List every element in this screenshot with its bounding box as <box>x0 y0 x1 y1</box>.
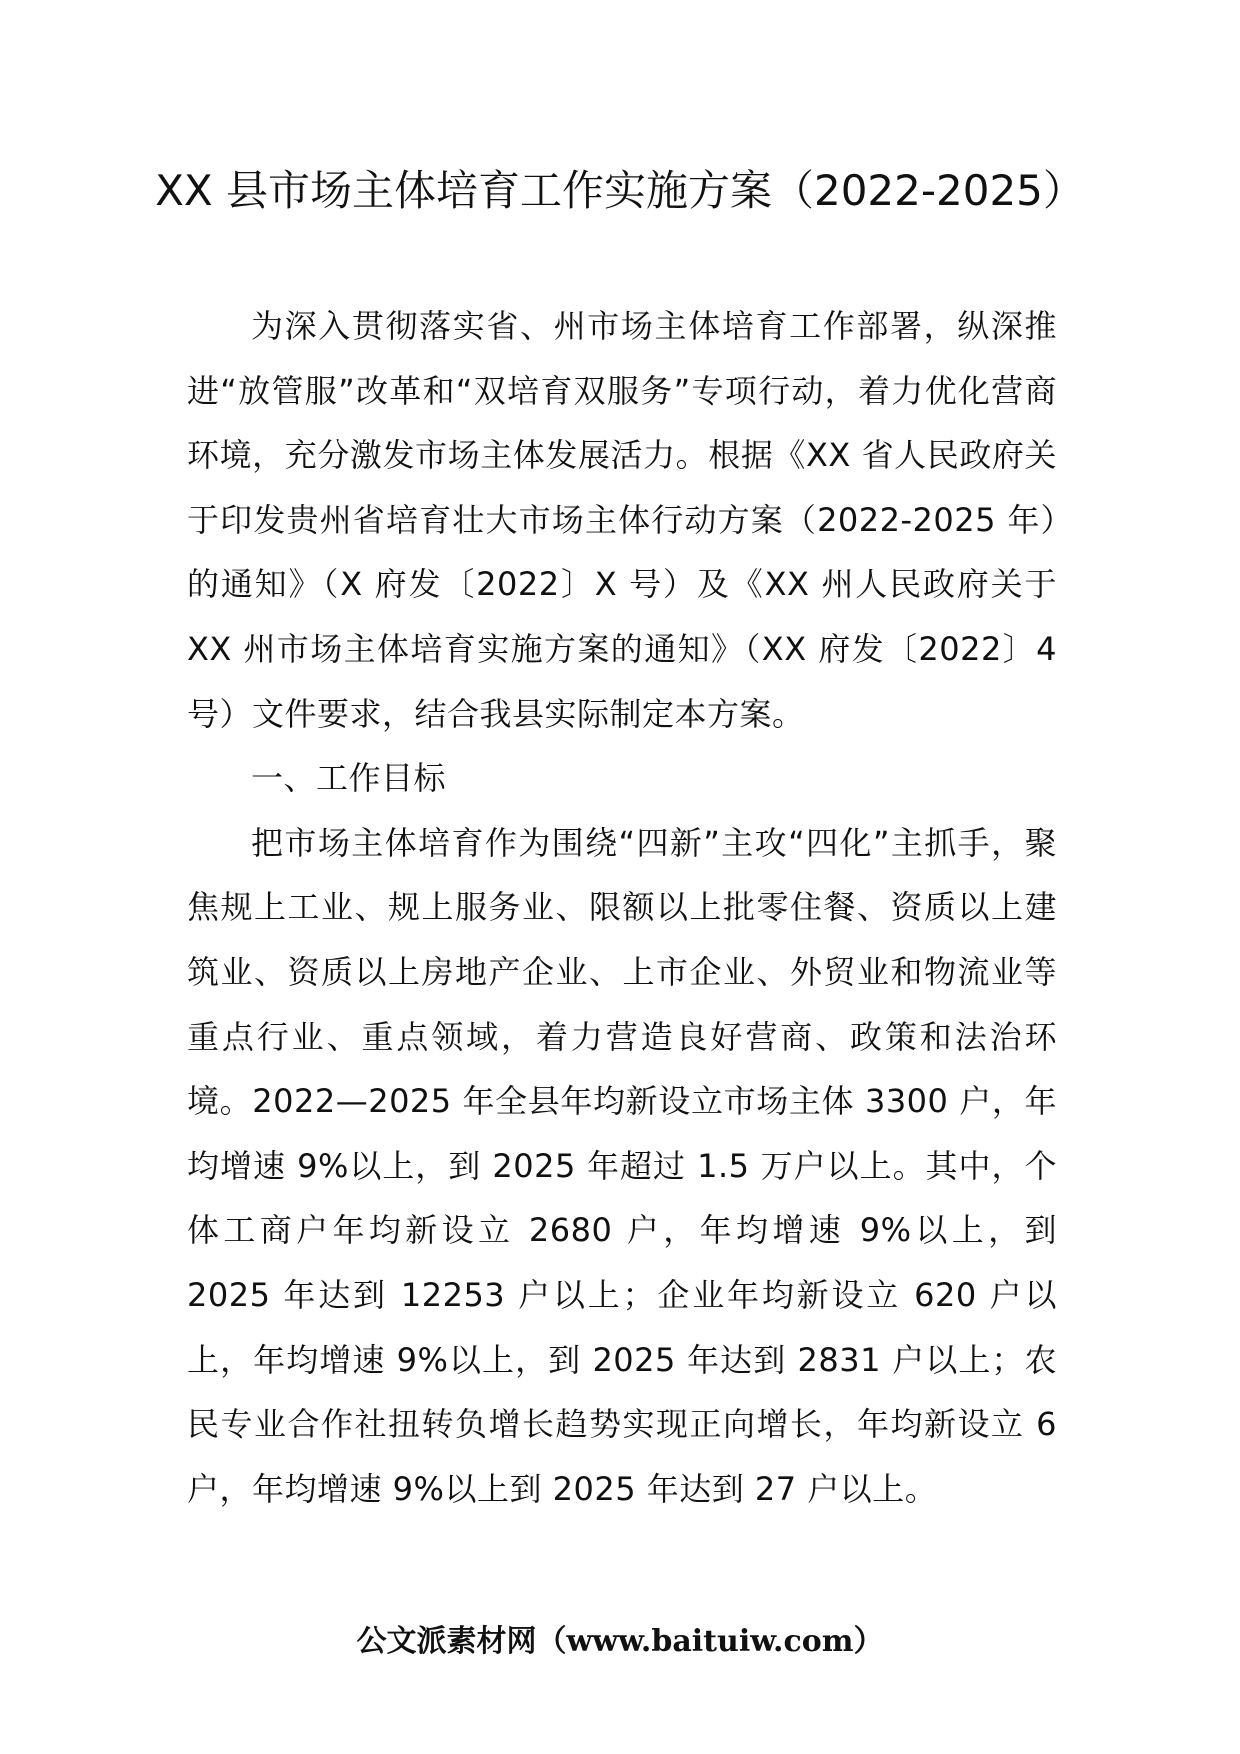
goals-paragraph: 把市场主体培育作为围绕“四新”主攻“四化”主抓手，聚焦规上工业、规上服务业、限额以上批零住餐、资质以上建筑业、资质以上房地产企业、上市企业、外贸业和物流业等重点行业、重点领域，着力营造良好营商、政策和法治环境。2022—2025 年全县年均新设立市场主体 3300 户，年均增速 9%以上，到 2025 年超过 1.5 万户以上。其中，个体工商户年均新设立 2680 户，年均增速 9%以上，到 2025 年达到 12253 户以上；企业年均新设立 620 户以上，年均增速 9%以上，到 2025 年达到 2831 户以上；农民专业合作社扭转负增长趋势实现正向增长，年均新设立 6 户，年均增速 9%以上到 2025 年达到 27 户以上。 <box>187 823 1057 1508</box>
section-heading: 一、工作目标 <box>251 759 447 798</box>
footer-watermark: 公文派素材网（www.baituiw.com） <box>356 1624 884 1659</box>
document-title: XX 县市场主体培育工作实施方案（2022-2025） <box>155 166 1085 215</box>
intro-paragraph: 为深入贯彻落实省、州市场主体培育工作部署，纵深推进“放管服”改革和“双培育双服务”专项行动，着力优化营商环境，充分激发市场主体发展活力。根据《XX 省人民政府关于印发贵州省培育壮大市场主体行动方案（2022-2025 年）的通知》（X 府发〔2022〕X 号）及《XX 州人民政府关于 XX 州市场主体培育实施方案的通知》（XX 府发〔2022〕4 号）文件要求，结合我县实际制定本方案。 <box>187 307 1057 733</box>
document-body <box>187 294 1057 1521</box>
